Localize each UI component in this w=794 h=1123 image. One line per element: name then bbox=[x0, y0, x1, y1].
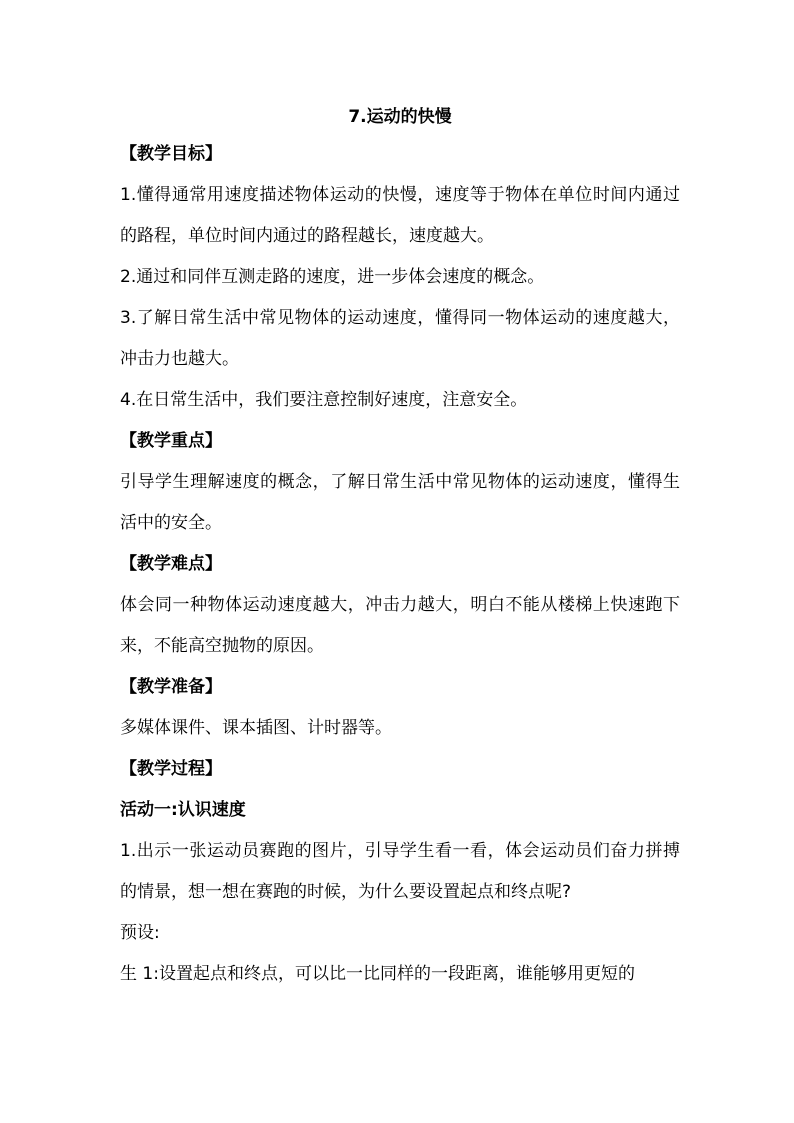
key-points-heading: 【教学重点】 bbox=[120, 431, 222, 451]
activity1-step1: 1.出示一张运动员赛跑的图片，引导学生看一看，体会运动员们奋力拼搏的情景，想一想在赛跑的时候，为什么要设置起点和终点呢? bbox=[120, 841, 680, 902]
document-title: 7.运动的快慢 bbox=[348, 107, 452, 127]
objective-4: 4.在日常生活中，我们要注意控制好速度，注意安全。 bbox=[120, 390, 528, 410]
objectives-heading: 【教学目标】 bbox=[120, 144, 222, 164]
activity1-heading: 活动一:认识速度 bbox=[120, 800, 246, 820]
preparation-text: 多媒体课件、课本插图、计时器等。 bbox=[120, 718, 392, 738]
objective-3: 3.了解日常生活中常见物体的运动速度，懂得同一物体运动的速度越大，冲击力也越大。 bbox=[120, 308, 680, 369]
difficulties-text: 体会同一种物体运动速度越大，冲击力越大，明白不能从楼梯上快速跑下来，不能高空抛物的原因。 bbox=[120, 595, 680, 656]
key-points-text: 引导学生理解速度的概念，了解日常生活中常见物体的运动速度，懂得生活中的安全。 bbox=[120, 472, 680, 533]
document-content bbox=[120, 100, 680, 995]
objective-2: 2.通过和同伴互测走路的速度，进一步体会速度的概念。 bbox=[120, 267, 545, 287]
preset-label: 预设: bbox=[120, 923, 160, 943]
objective-1: 1.懂得通常用速度描述物体运动的快慢，速度等于物体在单位时间内通过的路程，单位时间内通过的路程越长，速度越大。 bbox=[120, 185, 680, 246]
student1-text: 生 1:设置起点和终点，可以比一比同样的一段距离，谁能够用更短的 bbox=[120, 964, 635, 984]
difficulties-heading: 【教学难点】 bbox=[120, 554, 222, 574]
preparation-heading: 【教学准备】 bbox=[120, 677, 222, 697]
process-heading: 【教学过程】 bbox=[120, 759, 222, 779]
